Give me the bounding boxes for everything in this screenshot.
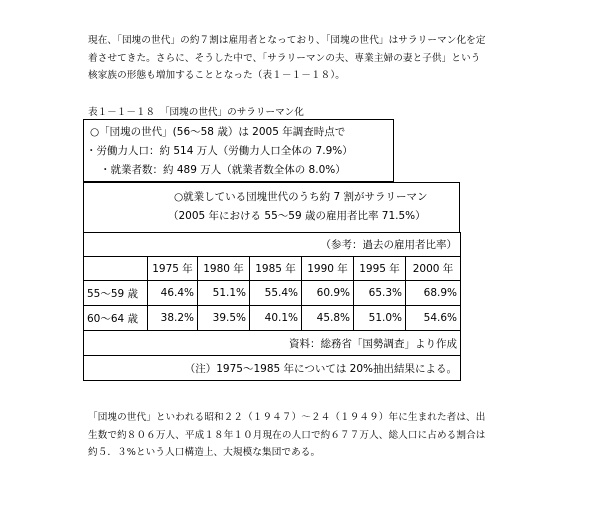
ratio-cell: 55.4% <box>250 281 302 306</box>
intro-line: 現在、「団塊の世代」の約７割は雇用者となっており、「団塊の世代」はサラリーマン化を定 <box>88 35 486 46</box>
salaried-heading: ○就業している団塊世代のうち約 7 割がサラリーマン <box>174 191 428 203</box>
summary-box-salaried <box>83 182 460 232</box>
year-header: 1990 年 <box>302 257 354 281</box>
year-header: 1995 年 <box>354 257 406 281</box>
ratio-cell: 68.9% <box>406 281 461 306</box>
closing-paragraph <box>88 409 518 462</box>
intro-line: 核家族の形態も増加することとなった（表１－１－１８）。 <box>88 70 345 81</box>
labor-heading: ○「団塊の世代」(56～58 歳）は 2005 年調査時点で <box>90 126 346 138</box>
table-row <box>84 306 461 331</box>
year-header: 1975 年 <box>148 257 198 281</box>
source-note: 資料：総務省「国勢調査」より作成 <box>84 331 461 356</box>
year-header: 1985 年 <box>250 257 302 281</box>
employee-ratio-line: （2005 年における 55～59 歳の雇用者比率 71.5%） <box>168 210 426 222</box>
summary-box-labor <box>83 119 394 182</box>
ratio-cell: 60.9% <box>302 281 354 306</box>
year-header: 2000 年 <box>406 257 461 281</box>
closing-line: 生数で約８０６万人、平成１８年１０月現在の人口で約６７７万人、総人口に占める割合は <box>88 429 486 441</box>
ratio-cell: 54.6% <box>406 306 461 331</box>
table-caption: 表１－１－１８ 「団塊の世代」のサラリーマン化 <box>88 107 304 118</box>
ratio-cell: 45.8% <box>302 306 354 331</box>
ratio-cell: 39.5% <box>198 306 250 331</box>
employee-ratio-table <box>83 232 461 381</box>
reference-label: （参考：過去の雇用者比率） <box>84 233 461 257</box>
table-row <box>84 281 461 306</box>
closing-line: 「団塊の世代」といわれる昭和２２（１９４７）～２４（１９４９）年に生まれた者は、出 <box>88 412 486 423</box>
ratio-cell: 46.4% <box>148 281 198 306</box>
ratio-cell: 38.2% <box>148 306 198 331</box>
age-group-label: 55～59 歳 <box>84 281 148 306</box>
corner-cell <box>84 257 148 281</box>
intro-line: 着させてきた。さらに、そうした中で、「サラリーマンの夫、専業主婦の妻と子供」という <box>88 52 481 64</box>
ratio-cell: 51.1% <box>198 281 250 306</box>
year-header-row <box>84 257 461 281</box>
ratio-cell: 51.0% <box>354 306 406 331</box>
labor-force-line: ・労働力人口：約 514 万人（労働力人口全体の 7.9%） <box>86 145 353 157</box>
ratio-cell: 40.1% <box>250 306 302 331</box>
closing-line: 約５．３%という人口構造上、大規模な集団である。 <box>88 447 321 458</box>
intro-paragraph <box>88 32 518 85</box>
footnote: （注）1975～1985 年については 20%抽出結果による。 <box>84 356 461 381</box>
year-header: 1980 年 <box>198 257 250 281</box>
ratio-cell: 65.3% <box>354 281 406 306</box>
age-group-label: 60～64 歳 <box>84 306 148 331</box>
employed-line: ・就業者数：約 489 万人（就業者数全体の 8.0%） <box>100 164 346 176</box>
